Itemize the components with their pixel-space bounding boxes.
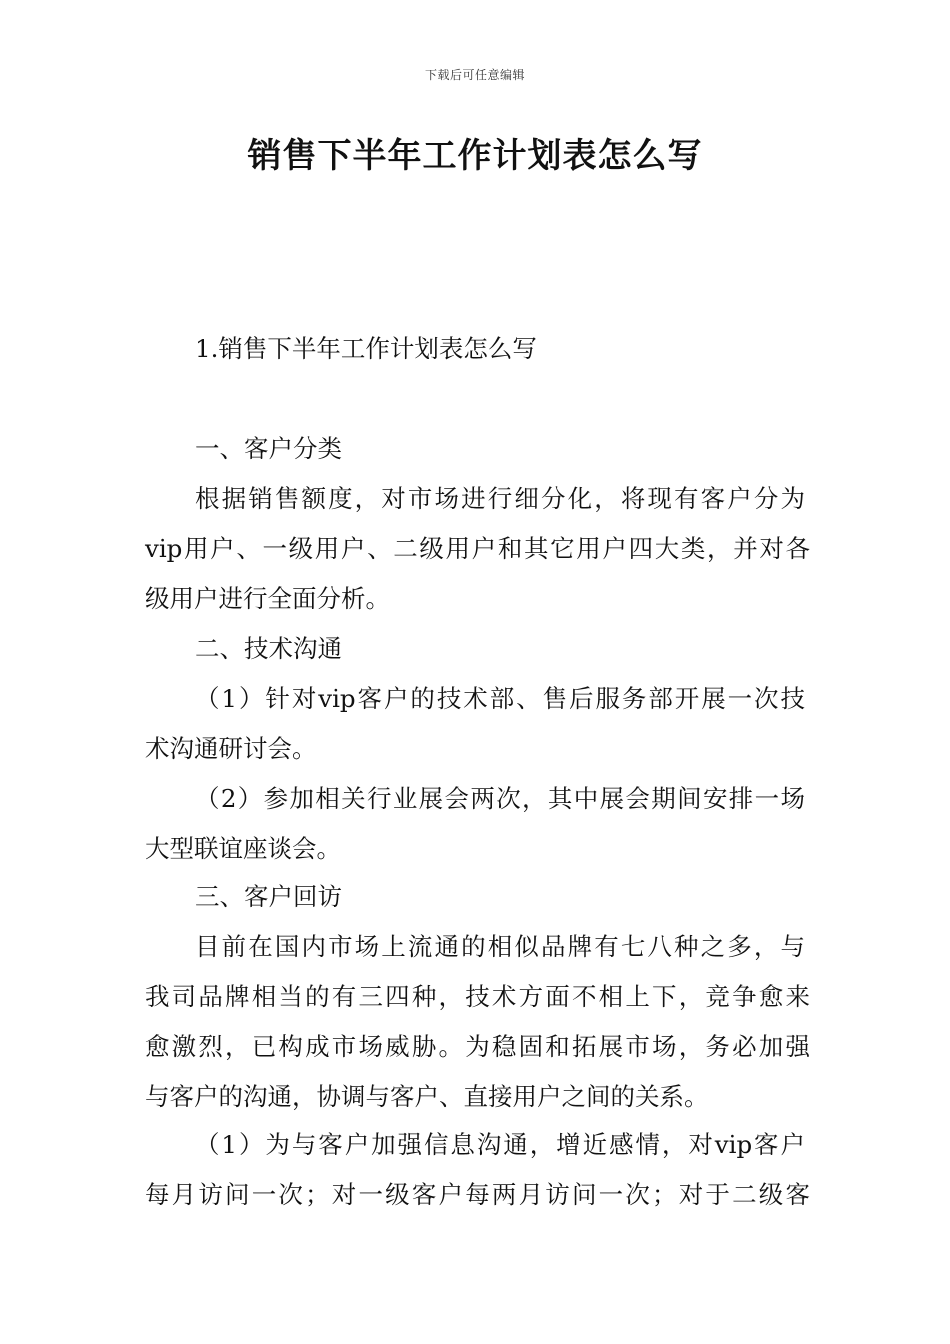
paragraph-line: （2）参加相关行业展会两次，其中展会期间安排一场: [195, 784, 805, 813]
paragraph-line: 与客户的沟通，协调与客户、直接用户之间的关系。: [145, 1082, 709, 1111]
heading-technical-communication: 二、技术沟通: [195, 634, 342, 663]
paragraph-line: 愈激烈，已构成市场威胁。为稳固和拓展市场，务必加强: [145, 1032, 810, 1061]
section-heading: 1.销售下半年工作计划表怎么写: [195, 334, 537, 363]
paragraph-line: 级用户进行全面分析。: [145, 584, 390, 613]
paragraph-line: （1）为与客户加强信息沟通，增近感情，对vip客户: [195, 1130, 805, 1159]
paragraph-line: （1）针对vip客户的技术部、售后服务部开展一次技: [195, 684, 805, 713]
heading-customer-revisit: 三、客户回访: [195, 882, 342, 911]
paragraph-line: 我司品牌相当的有三四种，技术方面不相上下，竞争愈来: [145, 982, 810, 1011]
paragraph-line: vip用户、一级用户、二级用户和其它用户四大类，并对各: [145, 534, 810, 563]
paragraph-line: 大型联谊座谈会。: [145, 834, 341, 863]
document-title: 销售下半年工作计划表怎么写: [247, 136, 703, 176]
paragraph-line: 每月访问一次；对一级客户每两月访问一次；对于二级客: [145, 1180, 810, 1209]
paragraph-line: 目前在国内市场上流通的相似品牌有七八种之多，与: [195, 932, 805, 961]
header-note: 下载后可任意编辑: [424, 68, 525, 82]
paragraph-line: 术沟通研讨会。: [145, 734, 317, 763]
paragraph-line: 根据销售额度，对市场进行细分化，将现有客户分为: [195, 484, 805, 513]
heading-customer-classification: 一、客户分类: [195, 434, 342, 463]
